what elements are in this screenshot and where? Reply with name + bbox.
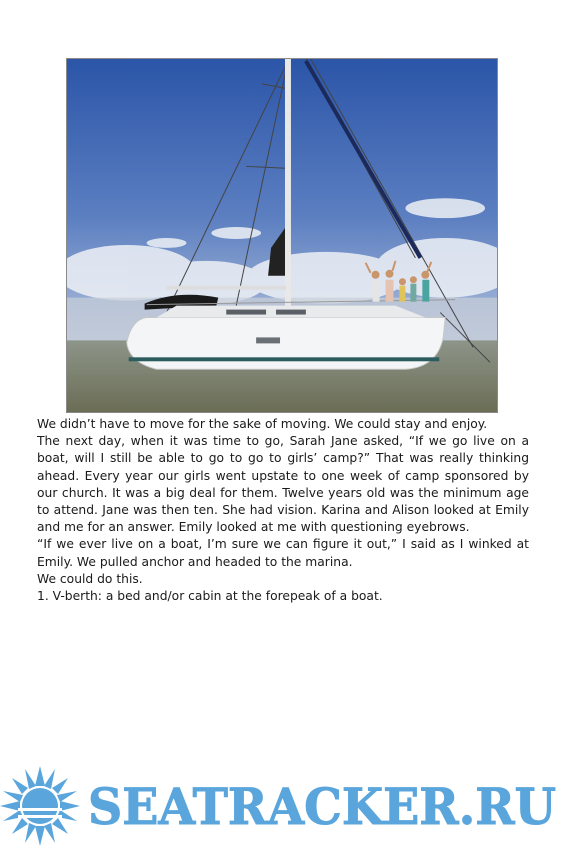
paragraph: We didn’t have to move for the sake of moving. We could stay and enjoy. [37,417,488,431]
paragraph: The next day, when it was time to go, Sarah Jane asked, “If we go live on a boat, will I still be able to go to go to girls’ camp?” That was really thinking ahead. Every year our girls went upstate to one week of camp sponsored by our church. It was a big deal for them. Twelve years old was the minimum age to attend. Jane was then ten. She had vision. Karina and Alison looked at Emily and me for an answer. Emily looked at me with questioning eyebrows. [37,434,529,535]
watermark-logo [0,762,566,850]
sun-icon [0,766,80,846]
sailboat-illustration [67,59,497,412]
sailboat-photo [66,58,498,413]
body-text [37,416,529,605]
paragraph: “If we ever live on a boat, I’m sure we can figure it out,” I said as I winked at Emily. We pulled anchor and headed to the marina. [37,537,529,569]
footnote: 1. V-berth: a bed and/or cabin at the forepeak of a boat. [37,589,383,604]
watermark [0,762,566,850]
paragraph: We could do this. [37,571,143,586]
watermark-text: SEATRACKER.RU [88,777,556,836]
